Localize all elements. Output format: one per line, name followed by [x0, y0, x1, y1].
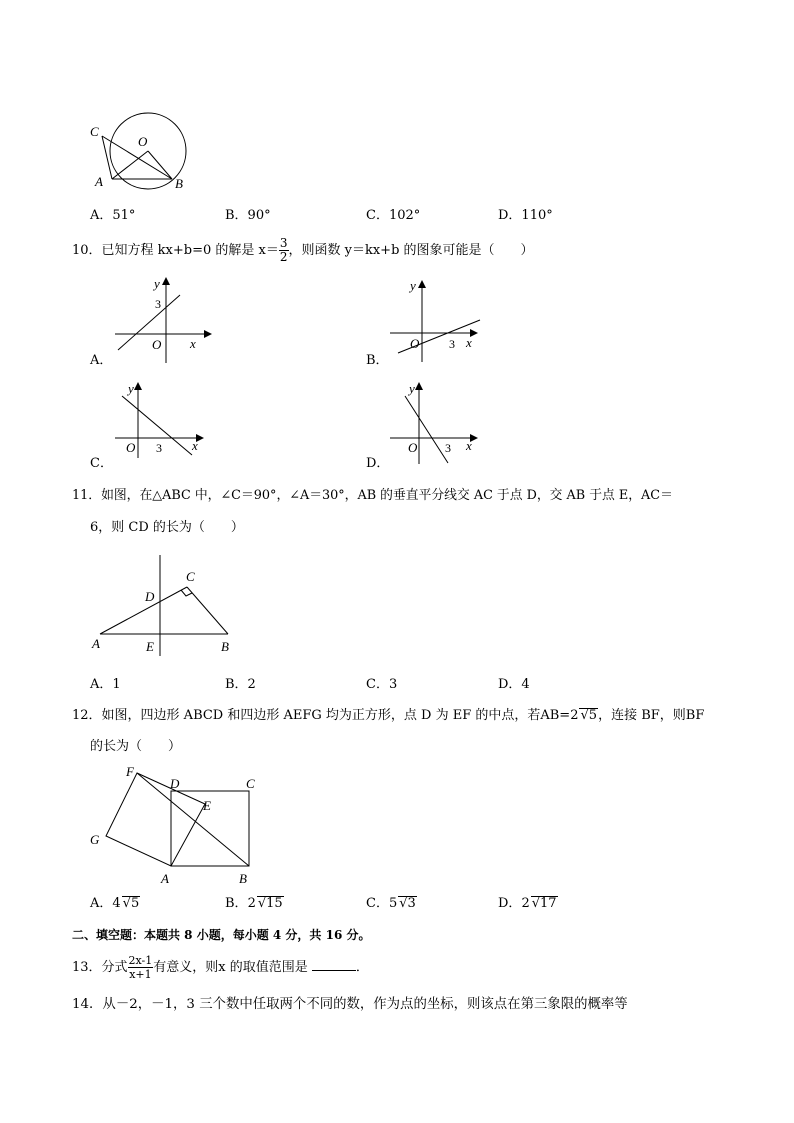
q9-option-b: B．90°: [225, 208, 271, 223]
q12-option-d-rad: 17: [540, 896, 557, 911]
q9-circle-figure: [90, 118, 200, 198]
graph-a-origin: O: [152, 337, 162, 352]
graph-d-x-label: x: [466, 438, 472, 453]
q10-graph-b: [388, 278, 488, 363]
graph-c-y-label: y: [128, 381, 134, 396]
q10-option-a: A．: [90, 353, 113, 368]
q13-answer-blank[interactable]: [312, 958, 356, 971]
q12-option-a-rad: 5: [130, 896, 140, 911]
q12-option-c-coef: 5: [388, 896, 398, 911]
q12-option-a-sqrt: √5: [122, 896, 140, 911]
q10-graph-c: [112, 380, 212, 460]
q10-graph-d: [388, 380, 488, 465]
graph-c-x-label: x: [192, 438, 198, 453]
label-c: C: [246, 776, 255, 791]
graph-c-origin: O: [126, 440, 136, 455]
q12-line1-a: 12．如图，四边形 ABCD 和四边形 AEFG 均为正方形，点 D 为 EF 的中点，若AB=2: [72, 708, 579, 723]
q11-option-a: A．1: [90, 677, 121, 692]
label-e: E: [146, 639, 154, 654]
q12-option-a: [90, 896, 140, 912]
q12-option-c-sqrt: √3: [399, 896, 416, 911]
q12-option-a-label: A．: [90, 896, 113, 911]
q13-stem: [72, 953, 369, 983]
q12-option-b-label: B．: [225, 896, 248, 911]
q12-line2: 的长为（ ）: [90, 739, 182, 754]
q11-option-c: C．3: [366, 677, 398, 692]
label-b: B: [221, 639, 229, 654]
q13-frac-den: x+1: [129, 968, 152, 981]
q11-line1: 11．如图，在△ABC 中，∠C＝90°，∠A＝30°，AB 的垂直平分线交 AC 于点 D，交 AB 于点 E，AC＝: [72, 488, 673, 503]
q12-line1-rad: 5: [588, 708, 598, 723]
q12-line1: [72, 708, 704, 724]
q11-line2: 6，则 CD 的长为（ ）: [90, 520, 244, 535]
label-f: F: [126, 764, 134, 779]
graph-b-x-label: x: [466, 335, 472, 350]
q10-stem: [72, 237, 534, 265]
q10-graph-a: [110, 275, 220, 365]
q10-option-c: C．: [90, 456, 113, 471]
q9-option-a: A．51°: [90, 208, 136, 223]
q12-line1-b: ，连接 BF，则BF: [598, 708, 705, 723]
label-a: A: [161, 871, 169, 886]
q11-option-b: B．2: [225, 677, 256, 692]
graph-d-y-label: y: [409, 381, 415, 396]
q10-stem-a: 10．已知方程 kx+b=0 的解是 x＝: [72, 243, 279, 258]
q12-option-b: [225, 896, 284, 912]
q13-pre: 13．分式: [72, 960, 128, 975]
q11-option-d: D．4: [498, 677, 530, 692]
q13-fraction: [128, 954, 154, 981]
q13-post: 有意义，则x 的取值范围是: [153, 960, 308, 975]
q12-option-b-sqrt: √15: [257, 896, 283, 911]
segment-ao: [112, 151, 148, 179]
label-a: A: [92, 636, 100, 651]
q12-option-d: [498, 896, 558, 912]
q11-triangle-figure: [90, 550, 240, 660]
q10-stem-b: ，则函数 y＝kx+b 的图象可能是（ ）: [288, 243, 534, 258]
q12-option-d-coef: 2: [521, 896, 530, 911]
graph-d-origin: O: [408, 440, 418, 455]
q12-option-c: [366, 896, 417, 912]
section-heading-fill-in: 二、填空题：本题共 8 小题，每小题 4 分，共 16 分。: [72, 928, 371, 942]
q12-squares-figure: [88, 762, 263, 887]
q12-option-c-rad: 3: [407, 896, 416, 911]
graph-b-y-label: y: [410, 278, 416, 293]
graph-a-three: 3: [155, 297, 161, 311]
q13-frac-num: 2x-1: [128, 954, 153, 967]
graph-c-three: 3: [156, 441, 162, 455]
label-b: B: [239, 871, 247, 886]
label-b: B: [175, 176, 183, 191]
q10-option-b: B．: [366, 353, 389, 368]
q14-stem: 14．从－2，－1，3 三个数中任取两个不同的数，作为点的坐标，则该点在第三象限的概率等: [72, 997, 628, 1012]
segment-cb: [102, 136, 172, 179]
q13-end: ．: [355, 960, 369, 975]
label-a: A: [95, 174, 103, 189]
q12-option-b-rad: 15: [266, 896, 283, 911]
q12-option-c-label: C．: [366, 896, 389, 911]
q12-option-d-sqrt: √17: [531, 896, 557, 911]
label-d: D: [145, 589, 155, 604]
q10-fraction: [279, 237, 289, 264]
q12-option-a-coef: 4: [112, 896, 121, 911]
graph-d-three: 3: [445, 441, 451, 455]
label-o: O: [138, 134, 148, 149]
graph-b-three: 3: [449, 337, 455, 351]
q12-line1-sqrt: √5: [580, 708, 598, 723]
graph-a-y-label: y: [154, 276, 160, 291]
q10-frac-num: 3: [279, 236, 288, 250]
q9-option-c: C．102°: [366, 208, 421, 223]
q10-option-d: D．: [366, 456, 390, 471]
label-g: G: [90, 832, 100, 847]
label-d: D: [170, 776, 180, 791]
graph-b-origin: O: [410, 336, 420, 351]
segment-ob: [148, 151, 172, 179]
q12-option-b-coef: 2: [247, 896, 256, 911]
label-c: C: [90, 124, 99, 139]
label-e: E: [203, 798, 211, 813]
q10-frac-den: 2: [279, 250, 288, 264]
graph-a-x-label: x: [190, 336, 196, 351]
label-c: C: [186, 569, 195, 584]
q12-option-d-label: D．: [498, 896, 522, 911]
q9-option-d: D．110°: [498, 208, 553, 223]
